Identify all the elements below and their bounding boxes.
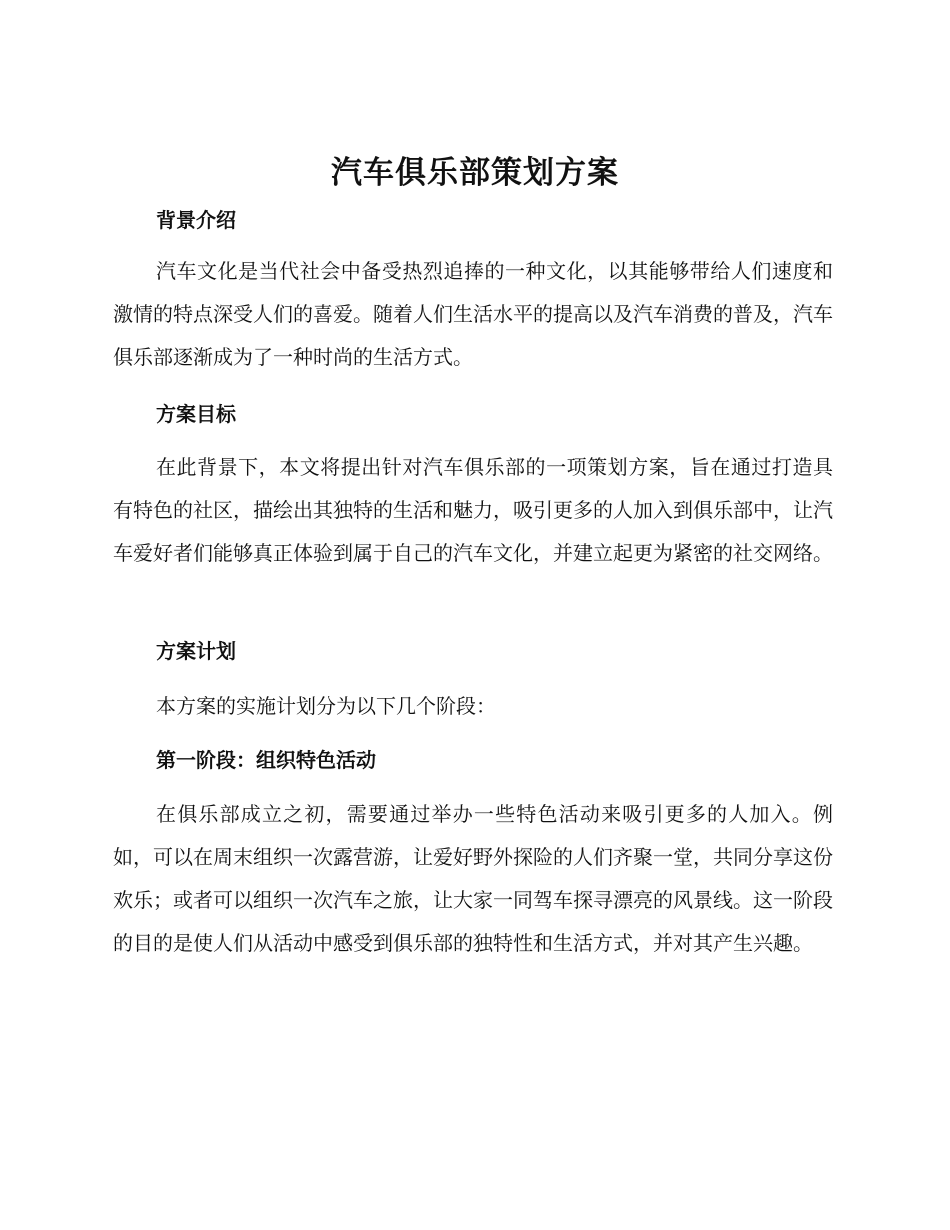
paragraph-plan: 本方案的实施计划分为以下几个阶段： bbox=[156, 694, 496, 718]
section-heading-phase-one: 第一阶段：组织特色活动 bbox=[156, 748, 376, 772]
section-heading-plan: 方案计划 bbox=[156, 639, 236, 663]
section-heading-goal: 方案目标 bbox=[156, 402, 236, 426]
section-heading-background: 背景介绍 bbox=[156, 208, 236, 232]
paragraph-goal: 在此背景下，本文将提出针对汽车俱乐部的一项策划方案，旨在通过打造具有特色的社区，描绘出其独特的生活和魅力，吸引更多的人加入到俱乐部中，让汽车爱好者们能够真正体验到属于自己的汽车文化，并建立起更为紧密的社交网络。 bbox=[113, 455, 833, 565]
document-title: 汽车俱乐部策划方案 bbox=[331, 155, 619, 191]
paragraph-phase-one: 在俱乐部成立之初，需要通过举办一些特色活动来吸引更多的人加入。例如，可以在周末组织一次露营游，让爱好野外探险的人们齐聚一堂，共同分享这份欢乐；或者可以组织一次汽车之旅，让大家一同驾车探寻漂亮的风景线。这一阶段的目的是使人们从活动中感受到俱乐部的独特性和生活方式，并对其产生兴趣。 bbox=[113, 802, 833, 955]
paragraph-background: 汽车文化是当代社会中备受热烈追捧的一种文化，以其能够带给人们速度和激情的特点深受人们的喜爱。随着人们生活水平的提高以及汽车消费的普及，汽车俱乐部逐渐成为了一种时尚的生活方式。 bbox=[113, 259, 833, 369]
